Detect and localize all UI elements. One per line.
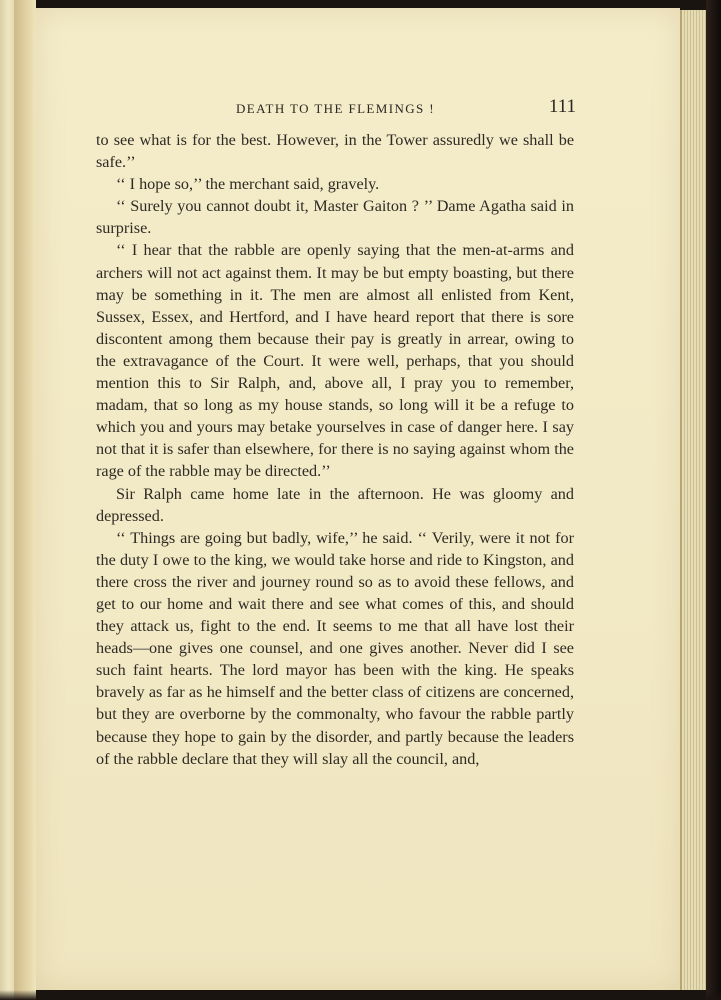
book-gutter (14, 0, 36, 1000)
paragraph-merchant-reply: ‘‘ I hope so,’’ the merchant said, gravely. (116, 175, 380, 194)
paragraph-dame-agatha: ‘‘ Surely you cannot doubt it, Master Gaiton ? ’’ Dame Agatha said in surprise. (96, 197, 574, 238)
page-stack-edges (680, 10, 708, 990)
body-text (96, 129, 574, 770)
paragraph-continuation: to see what is for the best. However, in the Tower assuredly we shall be safe.’’ (96, 131, 574, 172)
bottom-shadow (0, 990, 721, 1000)
paragraph-sir-ralph-returns: Sir Ralph came home late in the afternoon. He was gloomy and depressed. (96, 484, 574, 525)
running-title: DEATH TO THE FLEMINGS ! (236, 101, 436, 116)
book-binding (706, 0, 721, 1000)
paragraph-sir-ralph-speech: ‘‘ Things are going but badly, wife,’’ he said. ‘‘ Verily, were it not for the duty I owe to the king, we would take horse and ride to Kingston, and there cross the river and journey round so as to avoid these fellows, and get to our home and wait there and see what comes of this, and should they attack us, fight to the end. It seems to me that all have lost their heads—one gives one counsel, and one gives another. Never did I see such faint hearts. The lord mayor has been with the king. He speaks bravely as far as he himself and the better class of citizens are concerned, but they are overborne by the commonalty, who favour the rabble partly because they hope to gain by the disorder, and partly because the leaders of the rabble declare that they will slay all the council, and, (96, 528, 574, 768)
previous-page-edge (0, 0, 14, 1000)
paragraph-rabble-warning: ‘‘ I hear that the rabble are openly saying that the men-at-arms and archers will not act against them. It may be but empty boasting, but there may be something in it. The men are almost all enlisted from Kent, Sussex, Essex, and Hertford, and I have heard report that there is sore discontent among them because their pay is greatly in arrear, owing to the extravagance of the Court. It were well, perhaps, that you should mention this to Sir Ralph, and, above all, I pray you to remember, madam, that so long as my house stands, so long will it be a refuge to which you and yours may betake yourselves in case of danger here. I say not that it is safer than elsewhere, for there is no saying against whom the rage of the rabble may be directed.’’ (96, 241, 574, 481)
running-header (230, 96, 580, 121)
page-number: 111 (548, 96, 576, 117)
